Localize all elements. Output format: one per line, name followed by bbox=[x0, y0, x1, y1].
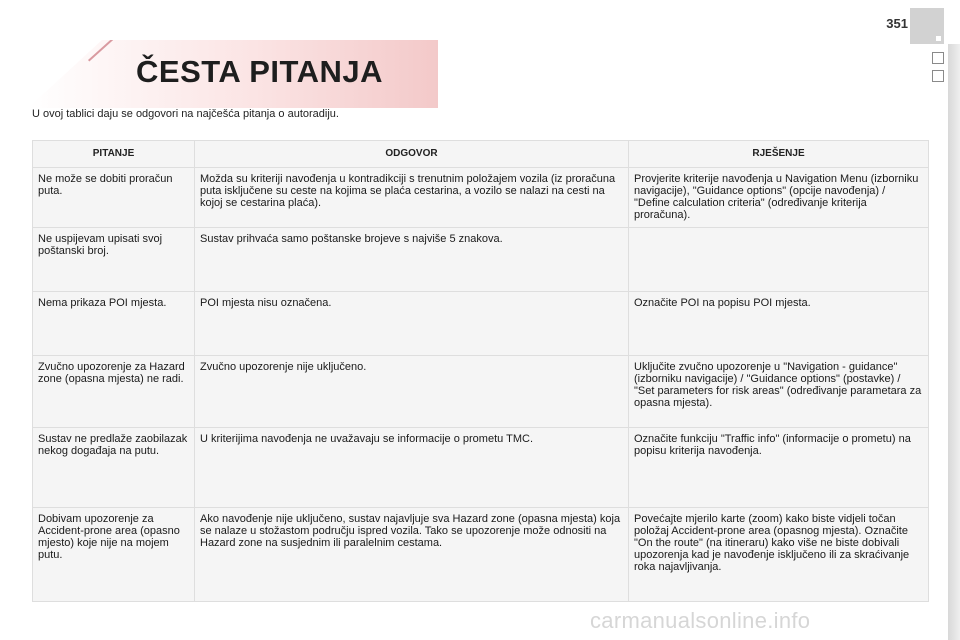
table-row bbox=[33, 356, 929, 428]
answer-cell: U kriterijima navođenja ne uvažavaju se informacije o prometu TMC. bbox=[195, 428, 629, 508]
page-tab bbox=[910, 8, 944, 44]
answer-cell: Ako navođenje nije uključeno, sustav najavljuje sva Hazard zone (opasna mjesta) koja se nalaze u stožastom području ispred vozila. Tako se upozorenje može odnositi na Hazard zone na susjednim ili paralelnim cestama. bbox=[195, 508, 629, 602]
solution-cell: Označite POI na popisu POI mjesta. bbox=[629, 292, 929, 356]
table-row bbox=[33, 228, 929, 292]
faq-table bbox=[32, 140, 929, 602]
side-strip bbox=[948, 44, 960, 640]
column-header-answer: ODGOVOR bbox=[195, 141, 629, 168]
tab-marker bbox=[936, 36, 941, 41]
column-header-question: PITANJE bbox=[33, 141, 195, 168]
question-cell: Nema prikaza POI mjesta. bbox=[33, 292, 195, 356]
solution-cell: Uključite zvučno upozorenje u "Navigation - guidance" (izborniku navigacije) / "Guidance options" (postavke) / "Set parameters for risk areas" (određivanje parametara za opasna mjesta). bbox=[629, 356, 929, 428]
answer-cell: Sustav prihvaća samo poštanske brojeve s najviše 5 znakova. bbox=[195, 228, 629, 292]
question-cell: Dobivam upozorenje za Accident-prone area (opasno mjesto) koje nije na mojem putu. bbox=[33, 508, 195, 602]
solution-cell: Označite funkciju "Traffic info" (informacije o prometu) na popisu kriterija navođenja. bbox=[629, 428, 929, 508]
column-header-solution: RJEŠENJE bbox=[629, 141, 929, 168]
question-cell: Ne uspijevam upisati svoj poštanski broj. bbox=[33, 228, 195, 292]
intro-text: U ovoj tablici daju se odgovori na najčešća pitanja o autoradiju. bbox=[32, 108, 339, 120]
answer-cell: Možda su kriteriji navođenja u kontradikciji s trenutnim položajem vozila (iz proračuna puta isključene su ceste na kojima se plaća cestarina, a vozilo se nalazi na cesti na kojoj se cestarina plaća). bbox=[195, 168, 629, 228]
title-accent-line bbox=[88, 0, 179, 61]
question-cell: Sustav ne predlaže zaobilazak nekog događaja na putu. bbox=[33, 428, 195, 508]
chapter-marker-box bbox=[932, 70, 944, 82]
table-row bbox=[33, 292, 929, 356]
table-row bbox=[33, 168, 929, 228]
page-number: 351 bbox=[886, 16, 908, 31]
solution-cell: Povećajte mjerilo karte (zoom) kako biste vidjeli točan položaj Accident-prone area (opasnog mjesta). Označite "On the route" (na itineraru) kako više ne biste dobivali upozorenja kad je navođenje isključeno ili za skraćivanje roka najavljivanja. bbox=[629, 508, 929, 602]
question-cell: Ne može se dobiti proračun puta. bbox=[33, 168, 195, 228]
question-cell: Zvučno upozorenje za Hazard zone (opasna mjesta) ne radi. bbox=[33, 356, 195, 428]
solution-cell: Provjerite kriterije navođenja u Navigation Menu (izborniku navigacije), "Guidance options" (opcije navođenja) / "Define calculation criteria" (određivanje kriterija proračuna). bbox=[629, 168, 929, 228]
table-header-row bbox=[33, 141, 929, 168]
answer-cell: Zvučno upozorenje nije uključeno. bbox=[195, 356, 629, 428]
solution-cell bbox=[629, 228, 929, 292]
answer-cell: POI mjesta nisu označena. bbox=[195, 292, 629, 356]
watermark-text: carmanualsonline.info bbox=[590, 608, 811, 633]
page-title: ČESTA PITANJA bbox=[136, 54, 384, 89]
chapter-marker-box bbox=[932, 52, 944, 64]
table-row bbox=[33, 428, 929, 508]
table-row bbox=[33, 508, 929, 602]
